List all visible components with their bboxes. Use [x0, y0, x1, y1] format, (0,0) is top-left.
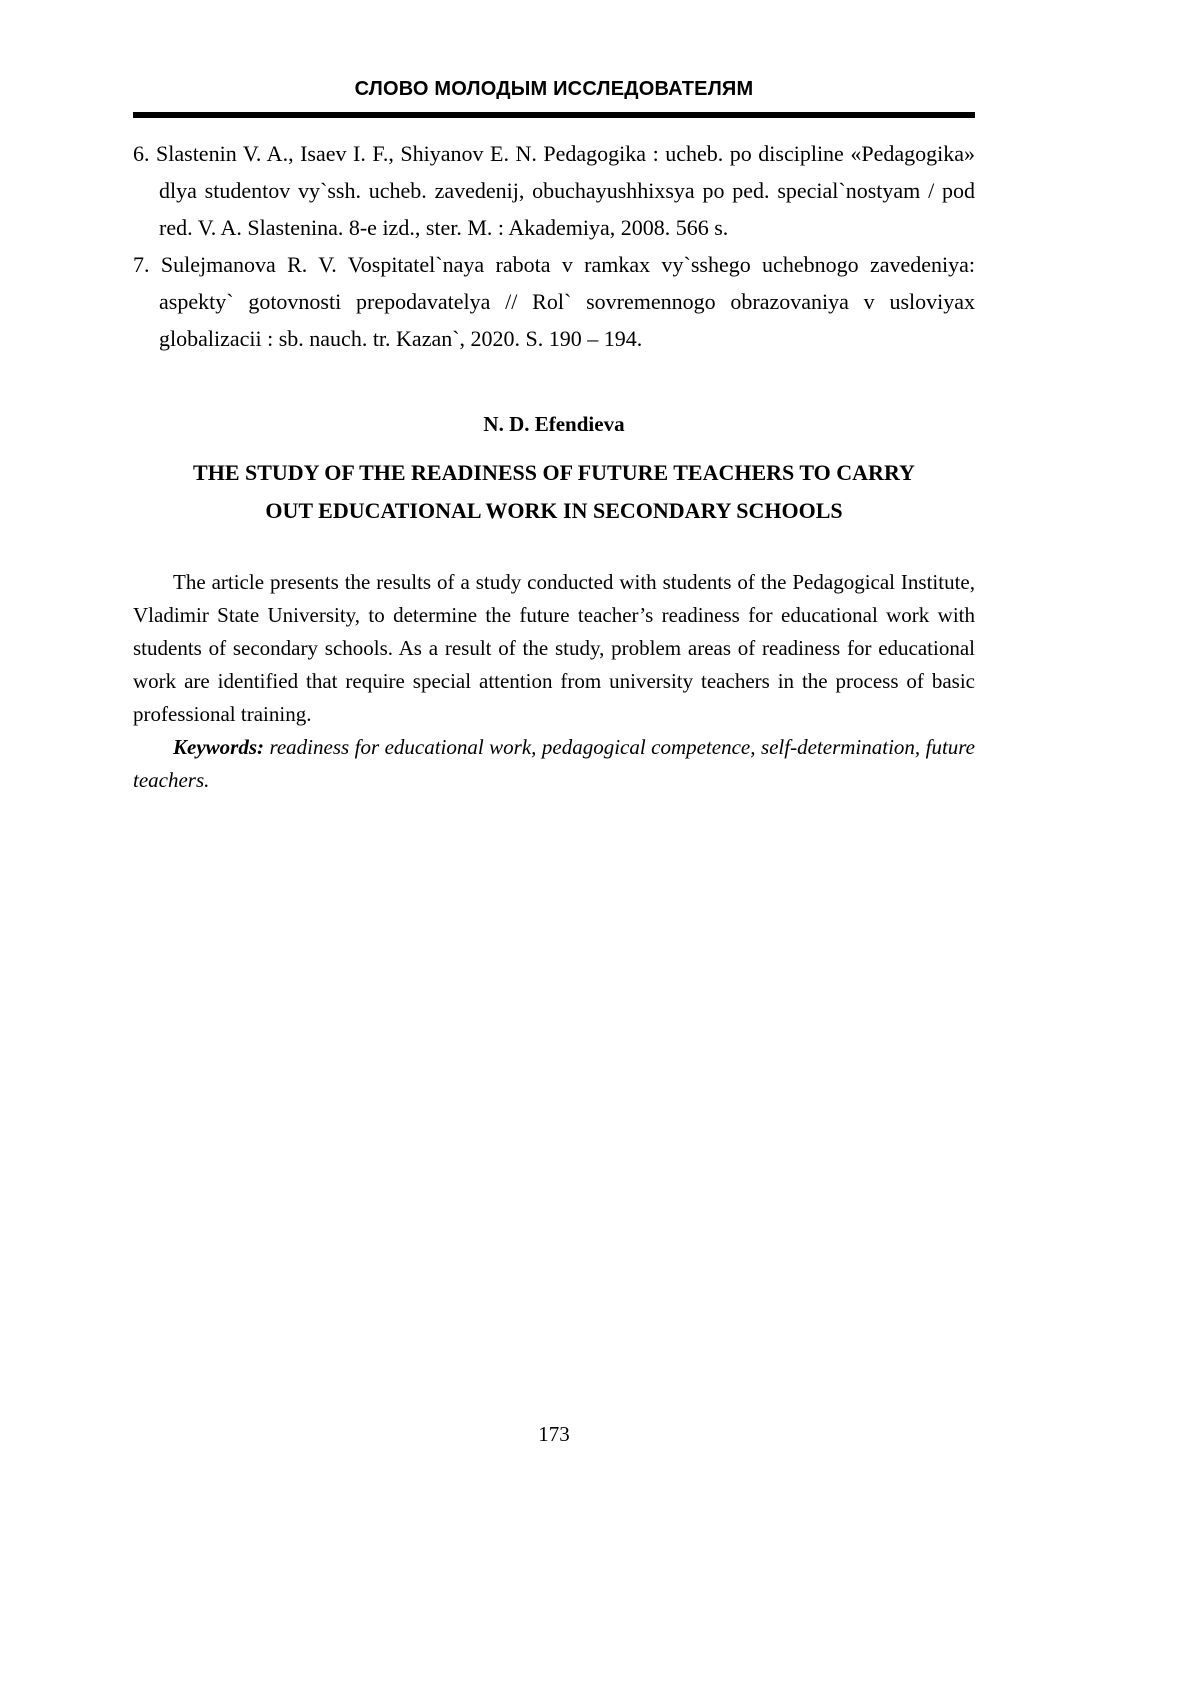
abstract-paragraph: The article presents the results of a study conducted with students of the Pedagogical Institute, Vladimir State University, to determine the future teacher’s readiness for educational work with students of secondary schools. As a result of the study, problem areas of readiness for educational work are identified that require special attention from university teachers in the process of basic professional training. [133, 570, 975, 726]
keywords-paragraph [133, 731, 975, 797]
article-title-line-1: THE STUDY OF THE READINESS OF FUTURE TEACHERS TO CARRY [193, 460, 915, 485]
article-title [133, 454, 975, 530]
keywords-text: readiness for educational work, pedagogical competence, self-determination, future teachers. [133, 735, 975, 792]
reference-list [133, 135, 975, 357]
keywords-label: Keywords: [173, 735, 264, 759]
article-title-line-2: OUT EDUCATIONAL WORK IN SECONDARY SCHOOLS [265, 498, 843, 523]
reference-item-7: 7. Sulejmanova R. V. Vospitatel`naya rabota v ramkax vy`sshego uchebnogo zavedeniya: aspekty` gotovnosti prepodavatelya // Rol` sovremennogo obrazovaniya v usloviyax globalizacii : sb. nauch. tr. Kazan`, 2020. S. 190 – 194. [133, 252, 975, 351]
abstract-block [133, 566, 975, 797]
reference-item-6: 6. Slastenin V. A., Isaev I. F., Shiyanov E. N. Pedagogika : ucheb. po discipline «Pedagogika» dlya studentov vy`ssh. ucheb. zavedenij, obuchayushhixsya po ped. special`nostyam / pod red. V. A. Slastenina. 8-e izd., ster. M. : Akademiya, 2008. 566 s. [133, 141, 975, 240]
page-number: 173 [538, 1422, 570, 1446]
author-name: N. D. Efendieva [483, 412, 625, 436]
header-rule [133, 112, 975, 118]
journal-header: СЛОВО МОЛОДЫМ ИССЛЕДОВАТЕЛЯМ [354, 78, 754, 100]
